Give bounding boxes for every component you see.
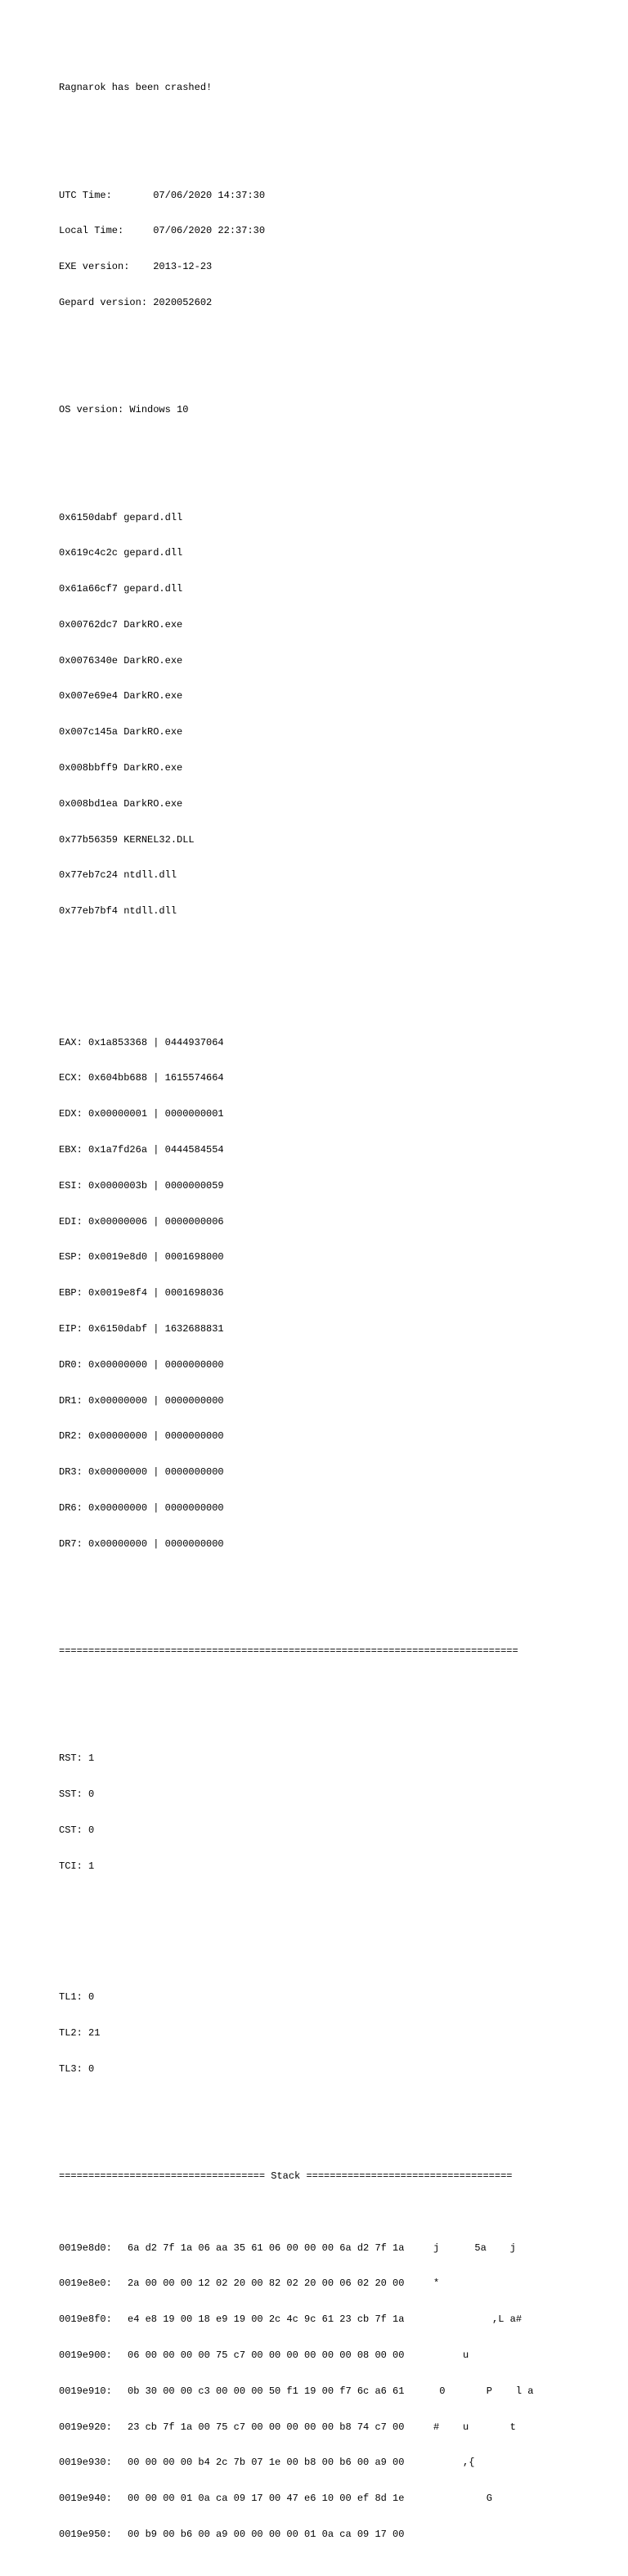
call-stack-frame: 0x008bd1ea DarkRO.exe: [59, 797, 183, 810]
info-local-time: Local Time: 07/06/2020 22:37:30: [59, 225, 266, 237]
flag-tci: TCI: 1: [59, 1860, 95, 1872]
register-dr6: DR6: 0x00000000 | 0000000000: [59, 1501, 224, 1514]
threshold-tl2: TL2: 21: [59, 2026, 101, 2039]
flag-sst: SST: 0: [59, 1788, 95, 1801]
stack-ascii: # u t: [433, 2421, 516, 2433]
spacer: [59, 118, 518, 130]
version-info: [59, 165, 518, 332]
crash-message: Ragnarok has been crashed!: [59, 82, 213, 94]
stack-row: [59, 2493, 518, 2505]
call-stack-frame: 0x007c145a DarkRO.exe: [59, 726, 183, 738]
stack-bytes: 2a 00 00 00 12 02 20 00 82 02 20 00 06 02 20 00: [128, 2278, 405, 2290]
stack-address: 0019e950:: [59, 2528, 112, 2540]
register-dr7: DR7: 0x00000000 | 0000000000: [59, 1537, 224, 1550]
stack-row: [59, 2529, 518, 2541]
os-version: OS version: Windows 10: [59, 404, 189, 416]
crash-report: [59, 58, 534, 2576]
flags: [59, 1729, 518, 1896]
register-esp: ESP: 0x0019e8d0 | 0001698000: [59, 1251, 224, 1263]
spacer: [59, 1598, 518, 1610]
stack-address: 0019e900:: [59, 2349, 112, 2361]
stack-row: [59, 2457, 518, 2469]
register-eip: EIP: 0x6150dabf | 1632688831: [59, 1322, 224, 1335]
register-ebx: EBX: 0x1a7fd26a | 0444584554: [59, 1144, 224, 1156]
stack-dump: [59, 2218, 534, 2564]
call-stack-frame: 0x77b56359 KERNEL32.DLL: [59, 833, 195, 846]
info-exe-version: EXE version: 2013-12-23: [59, 261, 213, 273]
register-edi: EDI: 0x00000006 | 0000000006: [59, 1215, 224, 1227]
thresholds: [59, 1968, 518, 2099]
register-dr0: DR0: 0x00000000 | 0000000000: [59, 1358, 224, 1371]
register-ecx: ECX: 0x604bb688 | 1615574664: [59, 1072, 224, 1084]
stack-ascii: 0 P l a: [433, 2385, 534, 2397]
stack-address: 0019e920:: [59, 2421, 112, 2433]
stack-bytes: 00 b9 00 b6 00 a9 00 00 00 00 01 0a ca 09 17 00: [128, 2528, 405, 2540]
stack-row: [59, 2349, 518, 2362]
register-dr2: DR2: 0x00000000 | 0000000000: [59, 1430, 224, 1443]
stack-ascii: j 5a j: [433, 2242, 516, 2254]
register-eax: EAX: 0x1a853368 | 0444937064: [59, 1036, 224, 1048]
call-stack-frame: 0x0076340e DarkRO.exe: [59, 654, 183, 666]
call-stack-frame: 0x61a66cf7 gepard.dll: [59, 583, 183, 595]
call-stack-frame: 0x007e69e4 DarkRO.exe: [59, 690, 183, 702]
stack-row: [59, 2421, 518, 2434]
info-utc-time: UTC Time: 07/06/2020 14:37:30: [59, 189, 266, 201]
stack-header: =================================== Stack ===================================: [59, 2170, 513, 2183]
call-stack-frame: 0x008bbff9 DarkRO.exe: [59, 762, 183, 774]
call-stack: [59, 487, 518, 941]
register-dr3: DR3: 0x00000000 | 0000000000: [59, 1466, 224, 1479]
spacer: [59, 1920, 518, 1932]
call-stack-frame: 0x77eb7c24 ntdll.dll: [59, 869, 177, 882]
register-ebp: EBP: 0x0019e8f4 | 0001698036: [59, 1287, 224, 1299]
spacer: [59, 440, 518, 452]
spacer: [59, 965, 518, 977]
call-stack-frame: 0x00762dc7 DarkRO.exe: [59, 618, 183, 631]
call-stack-frame: 0x619c4c2c gepard.dll: [59, 547, 183, 559]
threshold-tl1: TL1: 0: [59, 1991, 95, 2004]
stack-ascii: u: [433, 2349, 469, 2361]
stack-bytes: 0b 30 00 00 c3 00 00 00 50 f1 19 00 f7 6c a6 61: [128, 2385, 405, 2397]
stack-address: 0019e910:: [59, 2385, 112, 2397]
spacer: [59, 2123, 518, 2135]
stack-address: 0019e930:: [59, 2457, 112, 2469]
stack-row: [59, 2385, 534, 2398]
stack-ascii: ,L a#: [433, 2313, 523, 2326]
stack-bytes: 6a d2 7f 1a 06 aa 35 61 06 00 00 00 6a d2 7f 1a: [128, 2242, 405, 2254]
stack-ascii: *: [433, 2278, 440, 2290]
stack-address: 0019e8e0:: [59, 2278, 112, 2290]
stack-address: 0019e940:: [59, 2493, 112, 2505]
stack-bytes: 00 00 00 00 b4 2c 7b 07 1e 00 b8 00 b6 00 a9 00: [128, 2457, 405, 2469]
spacer: [59, 357, 518, 369]
stack-row: [59, 2313, 523, 2326]
register-dr1: DR1: 0x00000000 | 0000000000: [59, 1394, 224, 1407]
flag-cst: CST: 0: [59, 1824, 95, 1836]
stack-address: 0019e8d0:: [59, 2242, 112, 2254]
stack-bytes: e4 e8 19 00 18 e9 19 00 2c 4c 9c 61 23 cb 7f 1a: [128, 2313, 405, 2326]
stack-bytes: 06 00 00 00 00 75 c7 00 00 00 00 00 00 08 00 00: [128, 2349, 405, 2361]
call-stack-frame: 0x77eb7bf4 ntdll.dll: [59, 905, 177, 918]
stack-ascii: G: [433, 2493, 493, 2505]
stack-ascii: ,{: [433, 2457, 475, 2469]
spacer: [59, 1681, 518, 1694]
threshold-tl3: TL3: 0: [59, 2062, 95, 2075]
register-edx: EDX: 0x00000001 | 0000000001: [59, 1108, 224, 1120]
separator-line: ==============================================================================: [59, 1645, 518, 1657]
stack-bytes: 00 00 00 01 0a ca 09 17 00 47 e6 10 00 ef 8d 1e: [128, 2493, 405, 2505]
call-stack-frame: 0x6150dabf gepard.dll: [59, 511, 183, 523]
registers: [59, 1013, 518, 1574]
flag-rst: RST: 1: [59, 1752, 95, 1765]
stack-bytes: 23 cb 7f 1a 00 75 c7 00 00 00 00 00 b8 74 c7 00: [128, 2421, 405, 2433]
stack-row: [59, 2278, 518, 2290]
register-esi: ESI: 0x0000003b | 0000000059: [59, 1179, 224, 1192]
stack-row: [59, 2242, 518, 2255]
info-gepard-version: Gepard version: 2020052602: [59, 296, 213, 308]
stack-address: 0019e8f0:: [59, 2313, 112, 2326]
